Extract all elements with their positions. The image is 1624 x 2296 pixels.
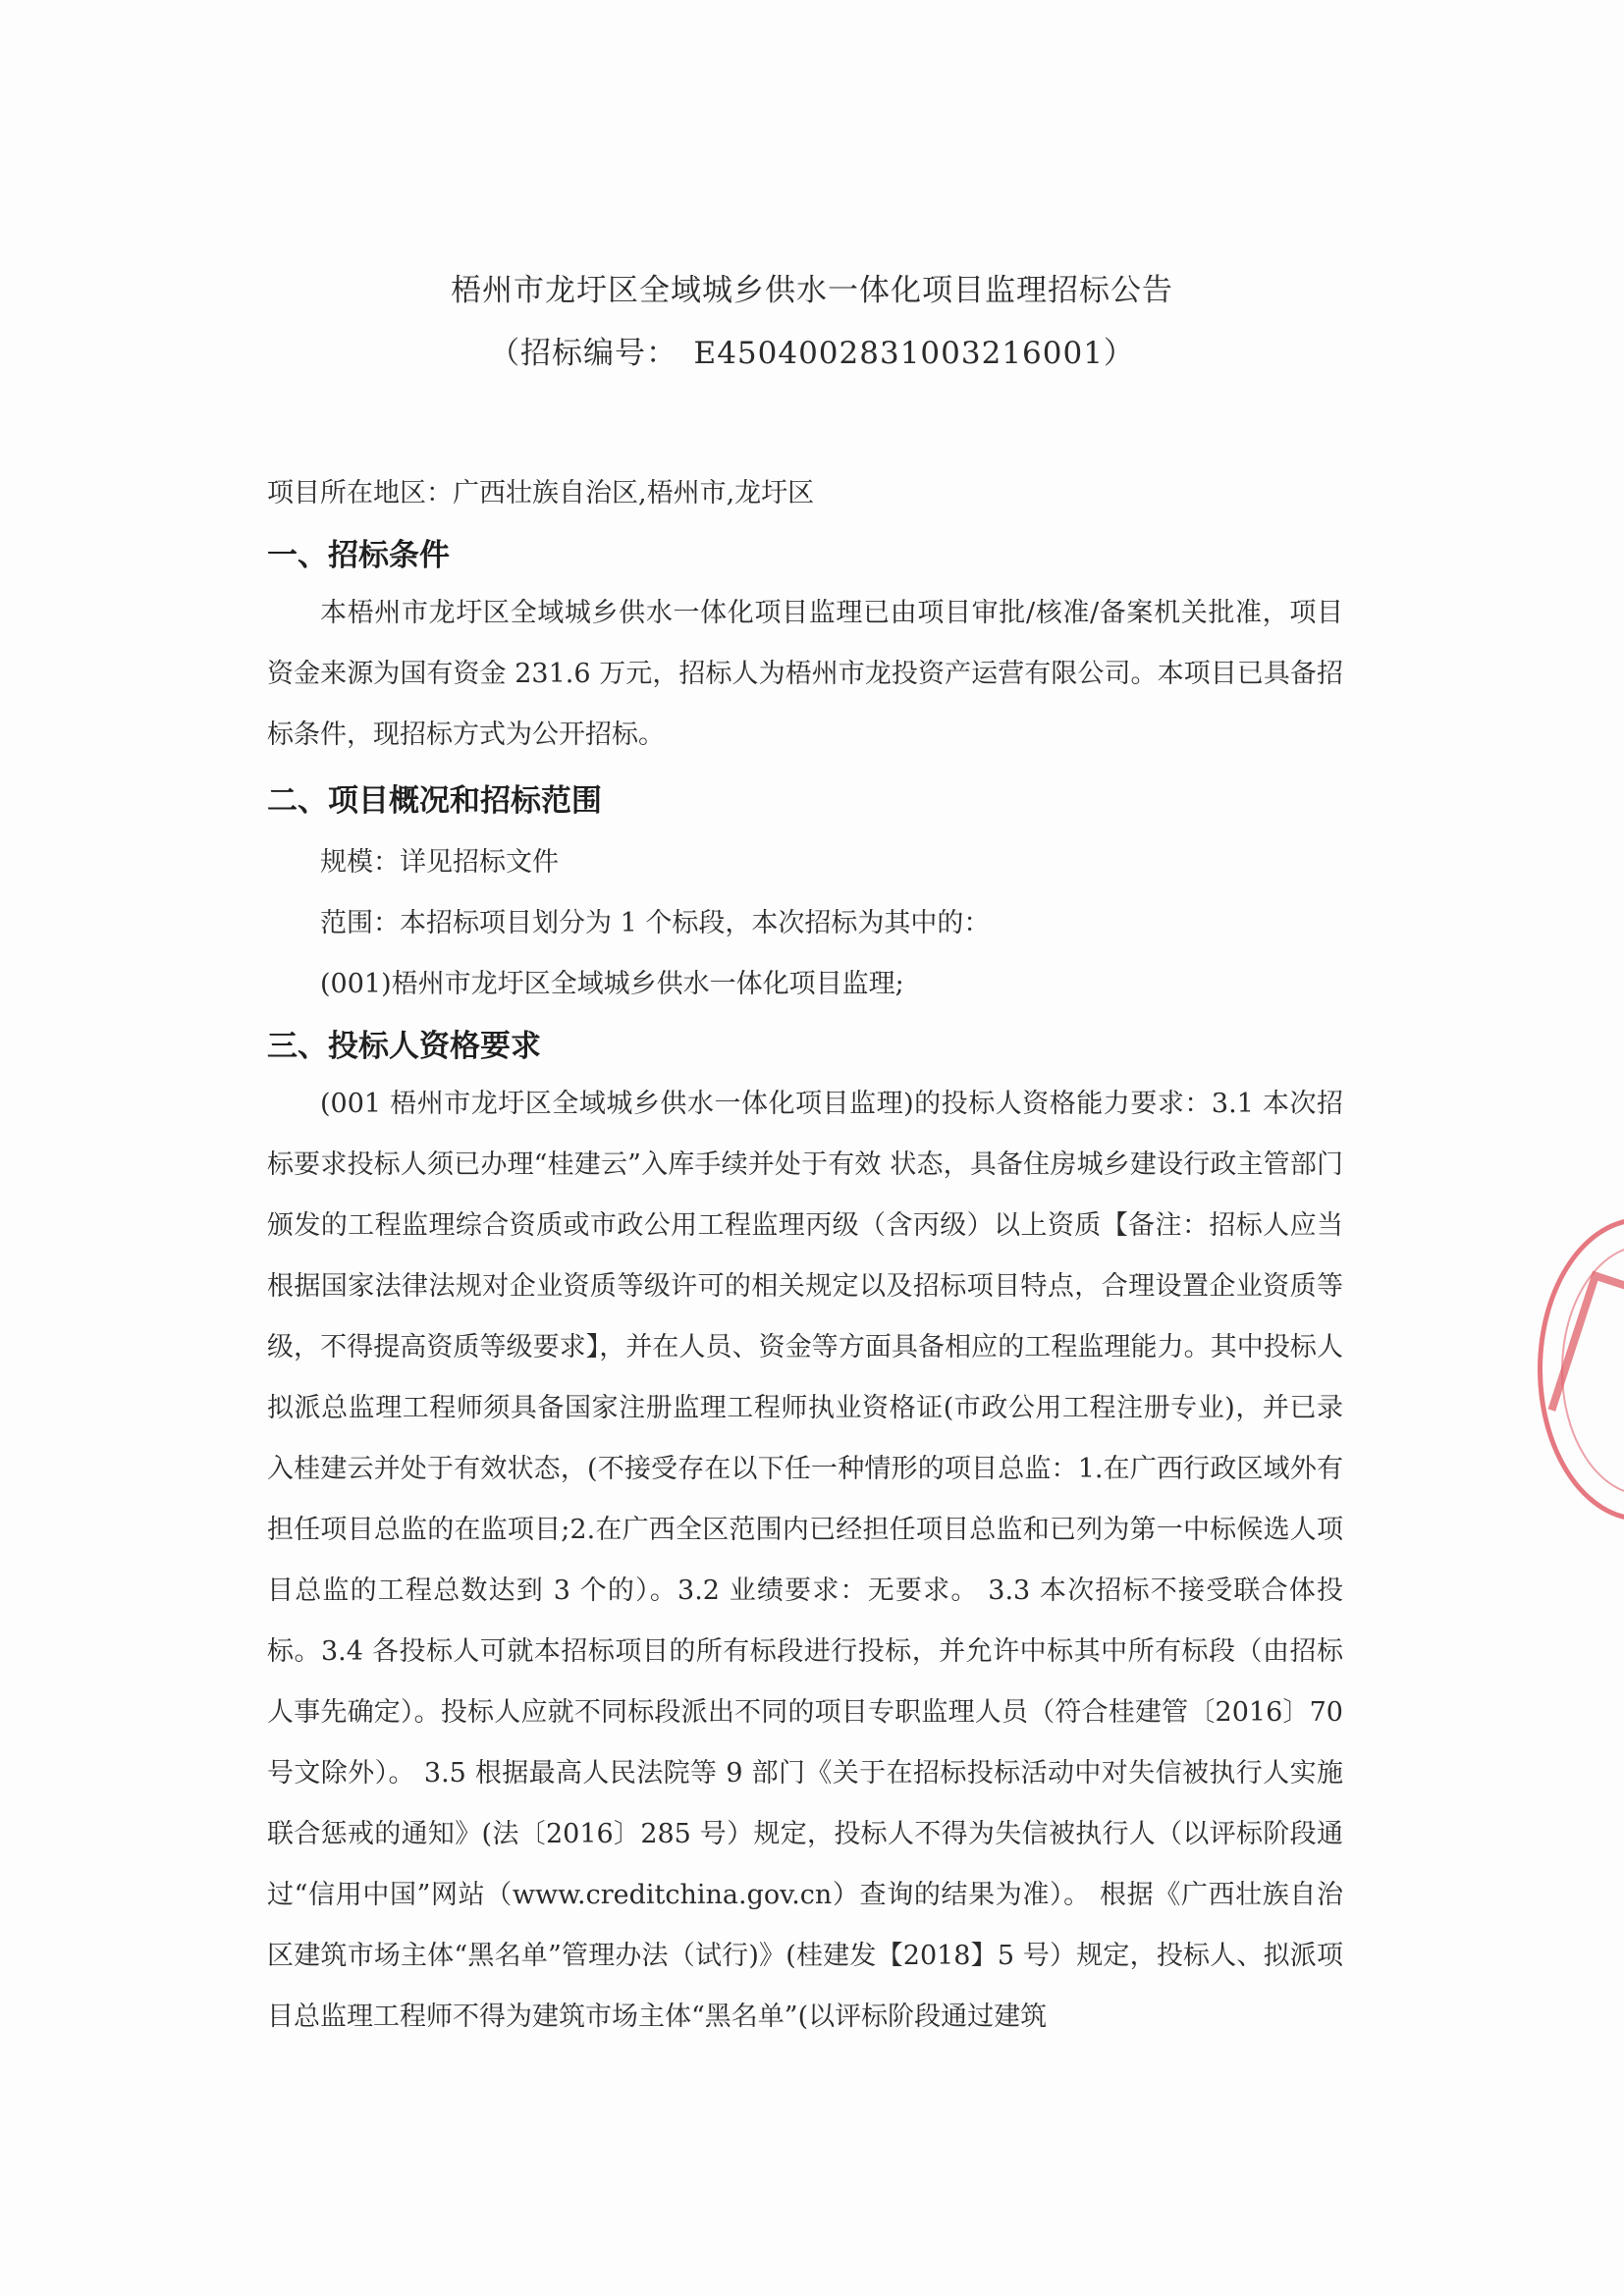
scope-scale: 规模：详见招标文件 [320,847,559,878]
scope-lot: (001)梧州市龙圩区全域城乡供水一体化项目监理; [320,969,904,999]
project-location: 项目所在地区：广西壮族自治区,梧州市,龙圩区 [267,478,815,508]
section-paragraph-1: 本梧州市龙圩区全域城乡供水一体化项目监理已由项目审批/核准/备案机关批准，项目资金来源为国有资金 231.6 万元，招标人为梧州市龙投资产运营有限公司。本项目已具备招标条件，现招标方式为公开招标。 [267,598,1343,750]
section-paragraph-3: (001 梧州市龙圩区全域城乡供水一体化项目监理)的投标人资格能力要求：3.1 本次招标要求投标人须已办理“桂建云”入库手续并处于有效 状态，具备住房城乡建设行政主管部门颁发的工程监理综合资质或市政公用工程监理丙级（含丙级）以上资质【备注：招标人应当根据国家法律法规对企业资质等级许可的相关规定以及招标项目特点，合理设置企业资质等级，不得提高资质等级要求】，并在人员、资金等方面具备相应的工程监理能力。其中投标人拟派总监理工程师须具备国家注册监理工程师执业资格证(市政公用工程注册专业)，并已录入桂建云并处于有效状态，(不接受存在以下任一种情形的项目总监：1.在广西行政区域外有担任项目总监的在监项目;2.在广西全区范围内已经担任项目总监和已列为第一中标候选人项目总监的工程总数达到 3 个的）。3.2 业绩要求：无要求。 3.3 本次招标不接受联合体投标。3.4 各投标人可就本招标项目的所有标段进行投标，并允许中标其中所有标段（由招标人事先确定）。投标人应就不同标段派出不同的项目专职监理人员（符合桂建管〔2016〕70 号文除外）。 3.5 根据最高人民法院等 9 部门《关于在招标投标活动中对失信被执行人实施联合惩戒的通知》(法〔2016〕285 号）规定，投标人不得为失信被执行人（以评标阶段通过“信用中国”网站（www.creditchina.gov.cn）查询的结果为准）。 根据《广西壮族自治区建筑市场主体“黑名单”管理办法（试行)》(桂建发【2018】5 号）规定，投标人、拟派项目总监理工程师不得为建筑市场主体“黑名单”(以评标阶段通过建筑 [267,1089,1343,2032]
scope-range: 范围：本招标项目划分为 1 个标段，本次招标为其中的： [320,908,991,938]
tender-number: （招标编号： E4504002831003216001） [489,336,1135,371]
section-heading-2: 二、项目概况和招标范围 [267,783,602,819]
section-heading-1: 一、招标条件 [267,538,450,573]
section-heading-3: 三、投标人资格要求 [267,1029,541,1064]
document-title: 梧州市龙圩区全域城乡供水一体化项目监理招标公告 [451,273,1173,308]
